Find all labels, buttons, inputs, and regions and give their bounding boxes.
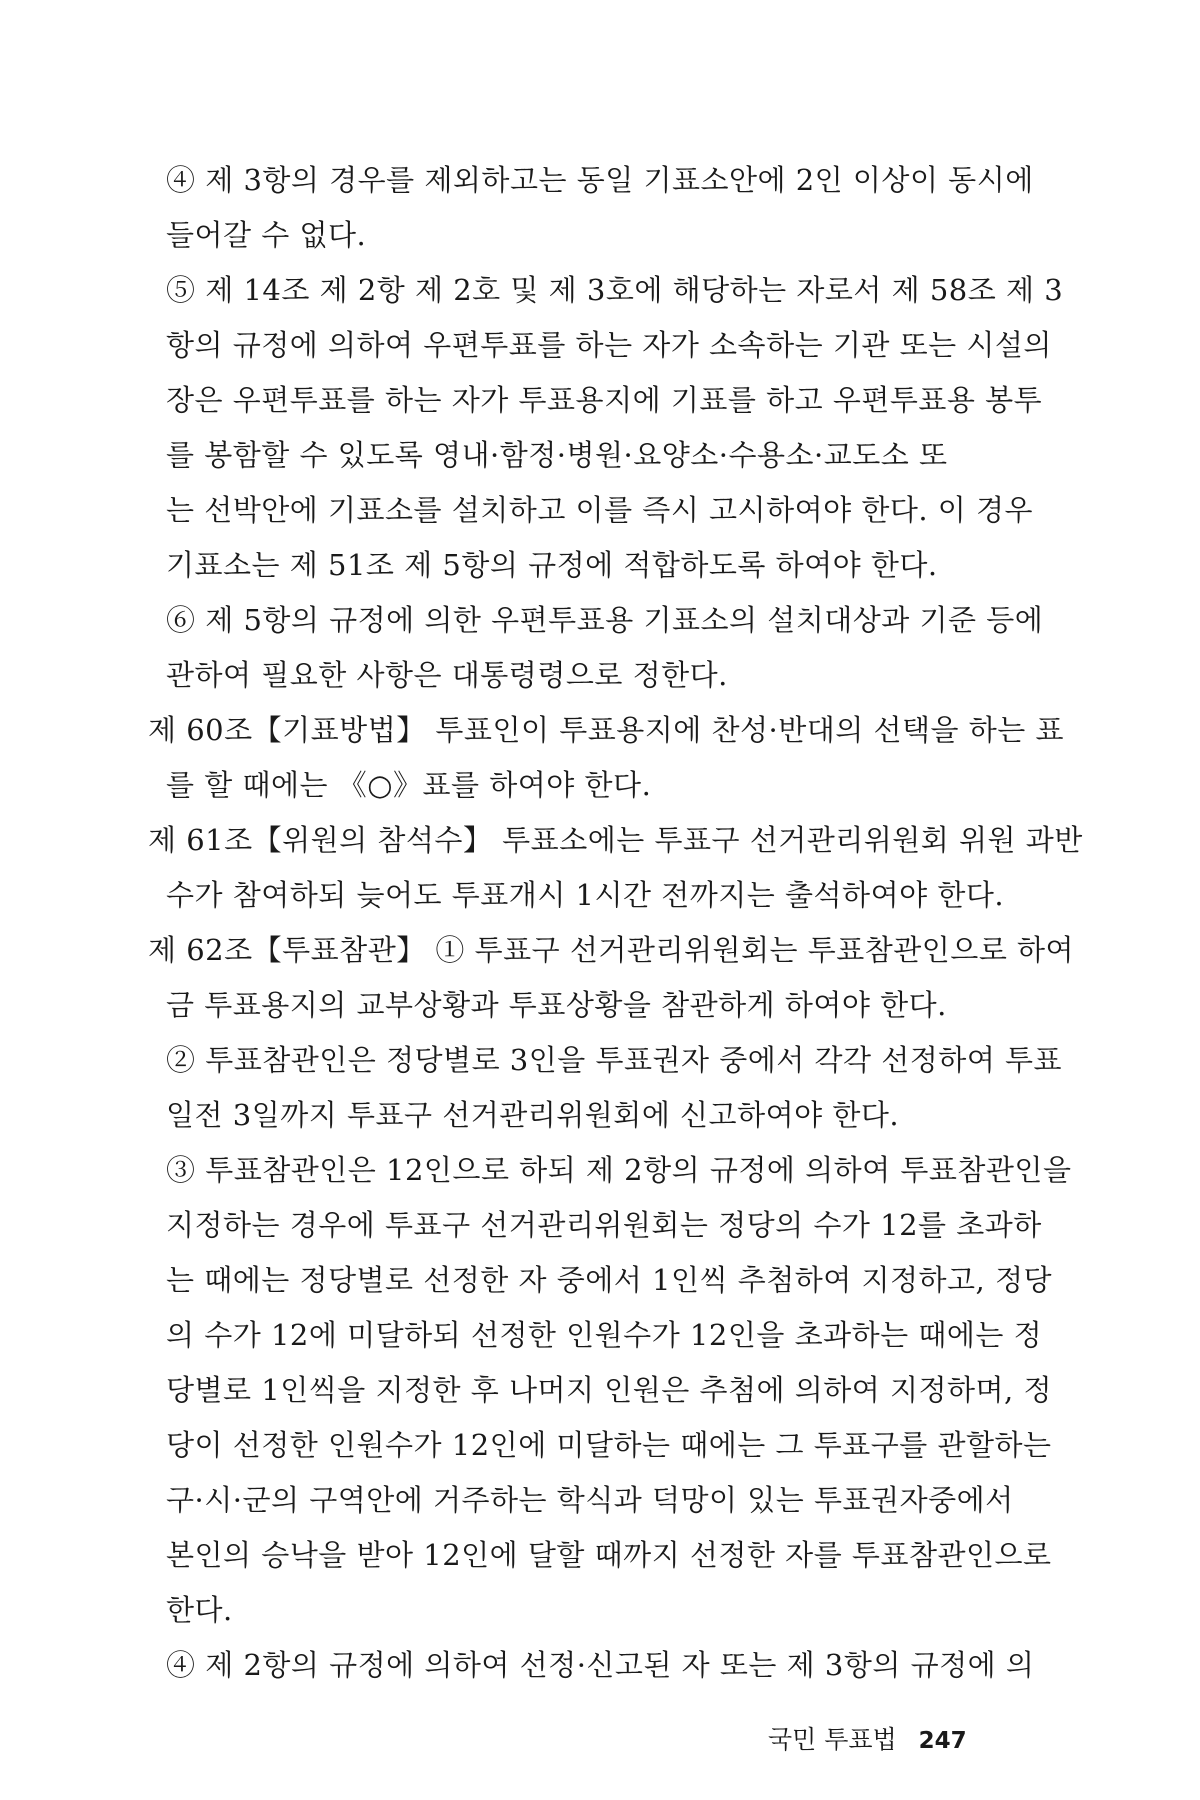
text-line: 장은 우편투표를 하는 자가 투표용지에 기표를 하고 우편투표용 봉투 (166, 383, 1043, 417)
footer-title: 국민 투표법 (768, 1725, 897, 1754)
text-line: 들어갈 수 없다. (166, 218, 367, 252)
text-line: 구·시·군의 구역안에 거주하는 학식과 덕망이 있는 투표권자중에서 (166, 1483, 1014, 1517)
article-heading-line: 제 62조【투표참관】 ① 투표구 선거관리위원회는 투표참관인으로 하여 (148, 933, 1075, 967)
text-line: ④ 제 3항의 경우를 제외하고는 동일 기표소안에 2인 이상이 동시에 (166, 163, 1034, 197)
text-line: ⑥ 제 5항의 규정에 의한 우편투표용 기표소의 설치대상과 기준 등에 (166, 603, 1044, 637)
text-line: 금 투표용지의 교부상황과 투표상황을 참관하게 하여야 한다. (166, 988, 947, 1022)
text-line: 당별로 1인씩을 지정한 후 나머지 인원은 추첨에 의하여 지정하며, 정 (166, 1373, 1053, 1407)
article-heading-line: 제 61조【위원의 참석수】 투표소에는 투표구 선거관리위원회 위원 과반 (148, 823, 1083, 857)
text-line: 기표소는 제 51조 제 5항의 규정에 적합하도록 하여야 한다. (166, 548, 938, 582)
text-line: 는 때에는 정당별로 선정한 자 중에서 1인씩 추첨하여 지정하고, 정당 (166, 1263, 1053, 1297)
text-line: 의 수가 12에 미달하되 선정한 인원수가 12인을 초과하는 때에는 정 (166, 1318, 1043, 1352)
text-line: ③ 투표참관인은 12인으로 하되 제 2항의 규정에 의하여 투표참관인을 (166, 1153, 1072, 1187)
page-number: 247 (918, 1728, 967, 1754)
article-heading-line: 제 60조【기표방법】 투표인이 투표용지에 찬성·반대의 선택을 하는 표 (148, 713, 1065, 747)
text-line: 항의 규정에 의하여 우편투표를 하는 자가 소속하는 기관 또는 시설의 (166, 328, 1052, 362)
text-line: 를 할 때에는 《○》표를 하여야 한다. (166, 768, 652, 802)
text-line: ② 투표참관인은 정당별로 3인을 투표권자 중에서 각각 선정하여 투표 (166, 1043, 1063, 1077)
text-line: 를 봉함할 수 있도록 영내·함정·병원·요양소·수용소·교도소 또 (166, 438, 948, 472)
text-line: 지정하는 경우에 투표구 선거관리위원회는 정당의 수가 12를 초과하 (166, 1208, 1042, 1242)
text-line: ④ 제 2항의 규정에 의하여 선정·신고된 자 또는 제 3항의 규정에 의 (166, 1648, 1035, 1682)
text-line: 본인의 승낙을 받아 12인에 달할 때까지 선정한 자를 투표참관인으로 (166, 1538, 1052, 1572)
page-footer (768, 1720, 967, 1756)
text-line: ⑤ 제 14조 제 2항 제 2호 및 제 3호에 해당하는 자로서 제 58조 제 3 (166, 273, 1064, 307)
text-line: 일전 3일까지 투표구 선거관리위원회에 신고하여야 한다. (166, 1098, 900, 1132)
text-line: 관하여 필요한 사항은 대통령령으로 정한다. (166, 658, 728, 692)
text-line: 수가 참여하되 늦어도 투표개시 1시간 전까지는 출석하여야 한다. (166, 878, 1005, 912)
text-line: 당이 선정한 인원수가 12인에 미달하는 때에는 그 투표구를 관할하는 (166, 1428, 1052, 1462)
text-line: 한다. (166, 1593, 233, 1627)
text-line: 는 선박안에 기표소를 설치하고 이를 즉시 고시하여야 한다. 이 경우 (166, 493, 1034, 527)
